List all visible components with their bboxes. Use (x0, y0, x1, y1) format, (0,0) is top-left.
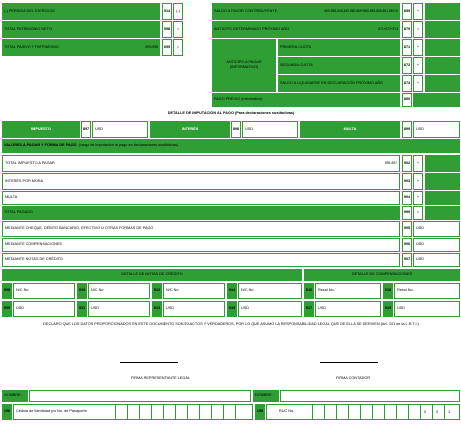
interes-mora-value[interactable]: + (413, 173, 423, 190)
anticipo-value[interactable]: = (413, 21, 423, 38)
notas-credito-label: MEDIANTE NOTAS DE CRÉDITO (2, 253, 400, 267)
resol2-value[interactable]: Resol No. (394, 283, 460, 299)
notas-title: DETALLE DE NOTAS DE CRÉDITO (2, 269, 302, 281)
total-pagado-filler (425, 206, 460, 220)
ruc-digit-1: 0 (424, 410, 427, 414)
ruc-divider-3 (336, 405, 337, 419)
multa-label: MULTA (2, 191, 400, 205)
nombre-left-input[interactable] (29, 390, 251, 402)
cedula-divider-1 (115, 405, 116, 419)
firma-contador-line[interactable] (320, 362, 378, 363)
cedula-divider-2 (127, 405, 128, 419)
primera-cuota-filler (425, 39, 460, 56)
nc3-value[interactable]: N/C No (163, 283, 225, 299)
perdida-value[interactable]: (-) (173, 3, 183, 20)
nc4-usd-code: 915 (227, 301, 237, 317)
nombre-right-label: NOMBRE: (253, 390, 279, 402)
imputacion-multa-code: 899 (402, 121, 412, 138)
imputacion-interes-value[interactable]: USD (242, 121, 298, 138)
saldo-favor-code: 859 (402, 3, 412, 20)
total-impuesto-filler (425, 155, 460, 172)
cedula-divider-9 (211, 405, 212, 419)
multa-value[interactable]: + (413, 191, 423, 205)
saldo-liquidarse-value[interactable]: + (413, 75, 423, 92)
ruc-digit-2: 0 (436, 410, 439, 414)
cheque-label: MEDIANTE CHEQUE, DÉBITO BANCARIO, EFECTIVO U OTRAS FORMAS DE PAGO (2, 221, 400, 237)
patrimonio-code: 598 (162, 21, 172, 38)
saldo-liquidarse-filler (425, 75, 460, 92)
imputacion-impuesto-value[interactable]: USD (92, 121, 148, 138)
imputacion-impuesto-code: 897 (81, 121, 91, 138)
imputacion-interes-label: INTERÉS (150, 121, 230, 138)
nc1-value[interactable]: N/C No (13, 283, 75, 299)
firma-representante-line[interactable] (120, 362, 178, 363)
anticipo-code: 879 (402, 21, 412, 38)
resol2-code: 918 (383, 283, 393, 299)
segunda-cuota-label: SEGUNDA CUOTA (278, 57, 400, 74)
segunda-cuota-code: 872 (402, 57, 412, 74)
total-pagado-value[interactable]: = (413, 206, 423, 220)
nc3-usd-value[interactable]: USD (163, 301, 225, 317)
valores-title-bold: VALORES A PAGAR Y FORMA DE PAGO (4, 143, 77, 148)
cedula-divider-4 (151, 405, 152, 419)
primera-cuota-label: PRIMERA CUOTA (278, 39, 400, 56)
ruc-divider-2 (324, 405, 325, 419)
nc2-value[interactable]: N/C No (88, 283, 150, 299)
cedula-divider-5 (163, 405, 164, 419)
resol1-usd-code: 917 (304, 301, 314, 317)
pago-previo-label: PAGO PREVIO (Informativo) (212, 93, 400, 107)
nc1-usd-value[interactable]: USD (13, 301, 75, 317)
cedula-divider-6 (175, 405, 176, 419)
imputacion-multa-value[interactable]: USD (413, 121, 460, 138)
multa-code: 904 (402, 191, 412, 205)
ruc-divider-9 (408, 405, 409, 419)
perdida-code: 514 (162, 3, 172, 20)
declaro-text: DECLARO QUE LOS DATOS PROPORCIONADOS EN ESTE DOCUMENTO SON EXACTOS Y VERDADEROS, POR LO QUE ASUMO LA RESPONSABILIDAD LEGAL QUE DE ELLA SE DERIVEN (Art. 101 de la L.R.T.I.) (43, 322, 419, 327)
saldo-favor-filler (425, 3, 460, 20)
anticipo-formula: 871+872+873 (378, 26, 398, 31)
saldo-favor-label (212, 3, 400, 20)
imputacion-impuesto-label: IMPUESTO (2, 121, 80, 138)
cedula-divider-7 (187, 405, 188, 419)
nc1-code: 908 (2, 283, 12, 299)
valores-title (2, 139, 460, 153)
total-impuesto-code: 902 (402, 155, 412, 172)
ruc-field[interactable] (266, 404, 460, 420)
anticipo-label (212, 21, 400, 38)
ruc-divider-10 (420, 405, 421, 419)
saldo-liquidarse-code: 873 (402, 75, 412, 92)
cedula-field[interactable] (13, 404, 253, 420)
nc4-value[interactable]: N/C No (238, 283, 302, 299)
compensaciones-value[interactable]: USD (413, 238, 460, 252)
ruc-divider-6 (372, 405, 373, 419)
nombre-right-input[interactable] (280, 390, 460, 402)
total-impuesto-formula: 859-897 (384, 160, 397, 165)
pago-previo-code: 890 (402, 93, 412, 107)
ruc-divider-4 (348, 405, 349, 419)
nombre-left-label: NOMBRE: (2, 390, 28, 402)
anticipo-filler (425, 21, 460, 38)
firma-contador-label: FIRMA CONTADOR (336, 376, 371, 380)
saldo-liquidarse-label: SALDO A LIQUIDARSE EN DECLARACIÓN PRÓXIMO AÑO (278, 75, 400, 92)
interes-mora-code: 903 (402, 173, 412, 190)
total-impuesto-value[interactable]: + (413, 155, 423, 172)
ruc-label: RUC No. (279, 409, 295, 414)
perdida-label: (-) PERDIDA DEL EJERCICIO (2, 3, 160, 20)
resol2-usd-code: 919 (383, 301, 393, 317)
resol1-code: 916 (304, 283, 314, 299)
saldo-favor-formula: 869-859-848-849-850-869+865-855-856-851-852>0 (324, 8, 398, 13)
cedula-code: 198 (2, 404, 12, 420)
ruc-code: 199 (255, 404, 265, 420)
notas-credito-code: 907 (402, 253, 412, 267)
nc1-usd-code: 909 (2, 301, 12, 317)
total-pagado-label: TOTAL PAGADO (2, 206, 400, 220)
interes-mora-label: INTERÉS POR MORA (2, 173, 400, 190)
pasivo-patrimonio-code: 699 (162, 39, 172, 56)
anticipo-text: ANTICIPO DETERMINADO PRÓXIMO AÑO (214, 26, 290, 31)
pasivo-patrimonio-label (2, 39, 160, 56)
compensaciones-label: MEDIANTE COMPENSACIONES (2, 238, 400, 252)
ruc-divider-1 (312, 405, 313, 419)
cheque-code: 905 (402, 221, 412, 237)
total-pagado-code: 999 (402, 206, 412, 220)
imputacion-interes-code: 898 (231, 121, 241, 138)
imputacion-title: DETALLE DE IMPUTACIÓN AL PAGO (Para declaraciones sustitutivas) (167, 111, 295, 116)
pasivo-patrimonio-text: TOTAL PASIVO Y PATRIMONIO (4, 44, 59, 49)
total-impuesto-label (2, 155, 400, 172)
compensaciones-code: 906 (402, 238, 412, 252)
anticipo-pagar-title: ANTICIPO A PAGAR (226, 60, 262, 65)
multa-filler (425, 191, 460, 205)
anticipo-pagar-label (212, 39, 276, 92)
nc2-usd-value[interactable]: USD (88, 301, 150, 317)
anticipo-pagar-subtitle: (INFORMATIVO) (229, 65, 259, 69)
resol1-usd-value[interactable]: USD (315, 301, 381, 317)
interes-mora-filler (425, 173, 460, 190)
primera-cuota-code: 871 (402, 39, 412, 56)
ruc-digit-3: 1 (448, 410, 451, 414)
resol1-value[interactable]: Resol No. (315, 283, 381, 299)
pasivo-patrimonio-value[interactable]: = (173, 39, 183, 56)
cheque-value[interactable]: USD (413, 221, 460, 237)
cedula-divider-8 (199, 405, 200, 419)
segunda-cuota-value[interactable]: + (413, 57, 423, 74)
nc3-code: 912 (152, 283, 162, 299)
primera-cuota-value[interactable]: + (413, 39, 423, 56)
patrimonio-label: TOTAL PATRIMONIO NETO (2, 21, 160, 38)
nc4-code: 914 (227, 283, 237, 299)
firma-representante-label: FIRMA REPRESENTANTE LEGAL (131, 376, 191, 380)
pasivo-patrimonio-formula: 699=598 (145, 44, 158, 49)
pago-previo-filler (413, 93, 460, 107)
cedula-label: Cédula de Identidad y/o No. de Pasaporte (16, 409, 87, 414)
cedula-divider-11 (235, 405, 236, 419)
ruc-divider-7 (384, 405, 385, 419)
compensaciones-title: DETALLE DE COMPENSACIONES (304, 269, 460, 281)
segunda-cuota-filler (425, 57, 460, 74)
ruc-divider-5 (360, 405, 361, 419)
saldo-favor-value[interactable]: + (413, 3, 423, 20)
patrimonio-value[interactable]: = (173, 21, 183, 38)
valores-title-rest: (luego de imputación al pago en declaraciones sustitutivas) (78, 143, 179, 148)
total-impuesto-text: TOTAL IMPUESTO A PAGAR (5, 160, 55, 165)
ruc-divider-12 (444, 405, 445, 419)
ruc-divider-11 (432, 405, 433, 419)
ruc-divider-8 (396, 405, 397, 419)
saldo-favor-text: SALDO A FAVOR CONTRIBUYENTE (214, 8, 278, 13)
nc2-code: 910 (77, 283, 87, 299)
cedula-divider-3 (139, 405, 140, 419)
nc2-usd-code: 911 (77, 301, 87, 317)
notas-credito-value[interactable]: USD (413, 253, 460, 267)
nc3-usd-code: 913 (152, 301, 162, 317)
nc4-usd-value[interactable]: USD (238, 301, 302, 317)
resol2-usd-value[interactable]: USD (394, 301, 460, 317)
cedula-divider-10 (223, 405, 224, 419)
imputacion-multa-label: MULTA (300, 121, 400, 138)
